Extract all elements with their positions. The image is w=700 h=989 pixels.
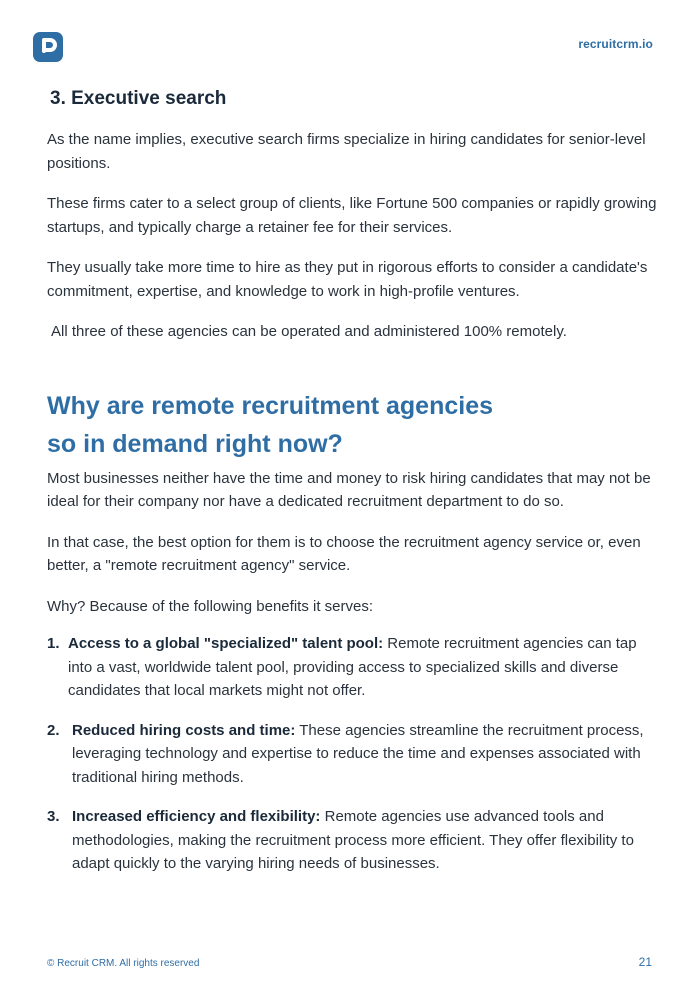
list-item-text: These agencies streamline the recruitment process, leveraging technology and expertise to reduce the time and expenses associated with traditional hiring methods. [72, 721, 644, 786]
list-item-body [47, 632, 659, 703]
list-item [47, 805, 659, 876]
site-url: recruitcrm.io [578, 37, 653, 51]
list-number: 1. [47, 635, 60, 652]
paragraph: They usually take more time to hire as they put in rigorous efforts to consider a candidate's commitment, expertise, and knowledge to work in high-profile ventures. [47, 259, 648, 300]
list-item-lead: Increased efficiency and flexibility: [72, 808, 321, 825]
section-heading: 3. Executive search [50, 88, 227, 109]
page-content [47, 86, 659, 892]
paragraph: Most businesses neither have the time and money to risk hiring candidates that may not be ideal for their company nor have a dedicated recruitment department to do so. [47, 469, 651, 510]
list-item-lead: Reduced hiring costs and time: [72, 721, 296, 739]
page-number: 21 [638, 955, 652, 969]
list-item [47, 632, 659, 703]
list-number: 3. [47, 808, 60, 825]
main-heading-line: so in demand right now? [47, 429, 343, 458]
main-heading [47, 387, 659, 463]
paragraph: Why? Because of the following benefits it serves: [47, 597, 374, 615]
list-item [47, 719, 659, 790]
footer-copyright: © Recruit CRM. All rights reserved [47, 958, 200, 969]
list-item-body [47, 719, 659, 790]
benefits-list [47, 632, 659, 876]
recruitcrm-logo-icon [33, 32, 63, 62]
list-number: 2. [47, 721, 60, 739]
list-item-text: Remote agencies use advanced tools and methodologies, making the recruitment process more efficient. They offer flexibility to adapt quickly to the varying hiring needs of businesses. [72, 808, 634, 872]
main-heading-line: Why are remote recruitment agencies [47, 391, 493, 420]
list-item-body [47, 805, 659, 876]
list-item-lead: Access to a global "specialized" talent pool: [68, 635, 384, 652]
paragraph: As the name implies, executive search firms specialize in hiring candidates for senior-level positions. [47, 131, 646, 172]
paragraph: These firms cater to a select group of clients, like Fortune 500 companies or rapidly growing startups, and typically charge a retainer fee for their services. [47, 195, 657, 236]
list-item-text: Remote recruitment agencies can tap into a vast, worldwide talent pool, providing access to specialized skills and diverse candidates that local markets might not offer. [68, 635, 637, 699]
paragraph: All three of these agencies can be operated and administered 100% remotely. [51, 323, 567, 340]
paragraph: In that case, the best option for them is to choose the recruitment agency service or, even better, a "remote recruitment agency" service. [47, 533, 641, 574]
